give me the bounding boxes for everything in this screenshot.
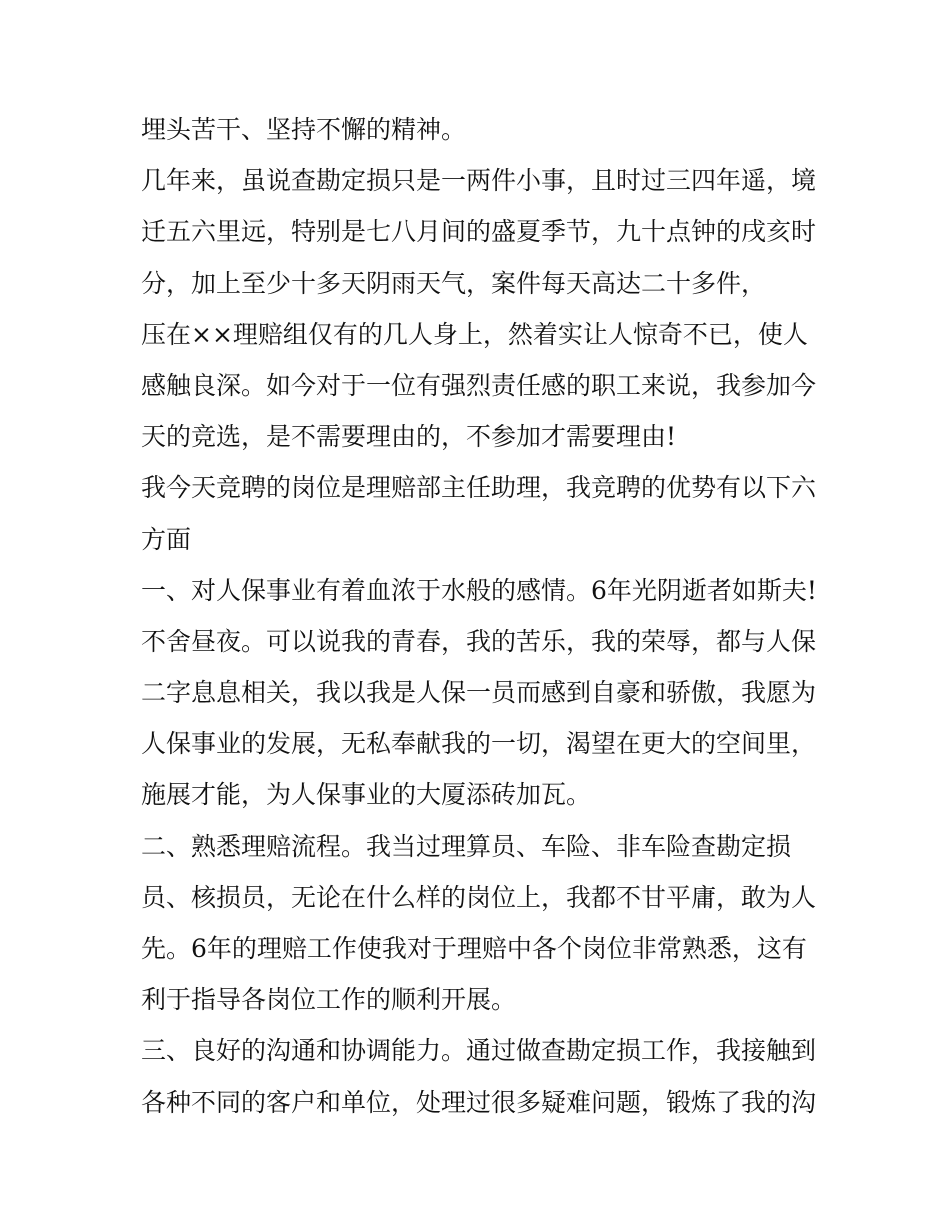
text-line: 方面 [141,524,192,554]
text-line: 先。6年的理赔工作使我对于理赔中各个岗位非常熟悉，这有 [141,934,807,963]
text-line: 迁五六里远，特别是七八月间的盛夏季节，九十点钟的戌亥时 [141,217,817,247]
text-line: 各种不同的客户和单位，处理过很多疑难问题，锻炼了我的沟 [141,1087,817,1117]
text-line: 不舍昼夜。可以说我的青春，我的苦乐，我的荣辱，都与人保 [141,626,817,656]
text-line: 埋头苦干、坚持不懈的精神。 [141,115,467,144]
text-line: 三、良好的沟通和协调能力。通过做查勘定损工作，我接触到 [141,1036,817,1066]
text-line: 压在××理赔组仅有的几人身上，然着实让人惊奇不已，使人 [141,319,808,349]
document-body [141,104,821,1128]
text-line: 分，加上至少十多天阴雨天气，案件每天高达二十多件， [141,268,767,298]
text-line: 我今天竞聘的岗位是理赔部主任助理，我竞聘的优势有以下六 [141,473,817,503]
text-line: 二字息息相关，我以我是人保一员而感到自豪和骄傲，我愿为 [141,678,817,708]
text-line: 施展才能，为人保事业的大厦添砖加瓦。 [141,780,592,810]
text-line: 天的竞选，是不需要理由的，不参加才需要理由! [141,422,677,452]
text-line: 利于指导各岗位工作的顺利开展。 [141,985,517,1015]
text-line: 人保事业的发展，无私奉献我的一切，渴望在更大的空间里， [141,729,817,759]
text-line: 二、熟悉理赔流程。我当过理算员、车险、非车险查勘定损 [141,831,792,861]
text-line: 一、对人保事业有着血浓于水般的感情。6年光阴逝者如斯夫! [141,575,817,605]
text-line: 几年来，虽说查勘定损只是一两件小事，且时过三四年遥，境 [141,166,817,196]
text-line: 感触良深。如今对于一位有强烈责任感的职工来说，我参加今 [141,370,817,400]
text-line: 员、核损员，无论在什么样的岗位上，我都不甘平庸，敢为人 [141,882,817,912]
